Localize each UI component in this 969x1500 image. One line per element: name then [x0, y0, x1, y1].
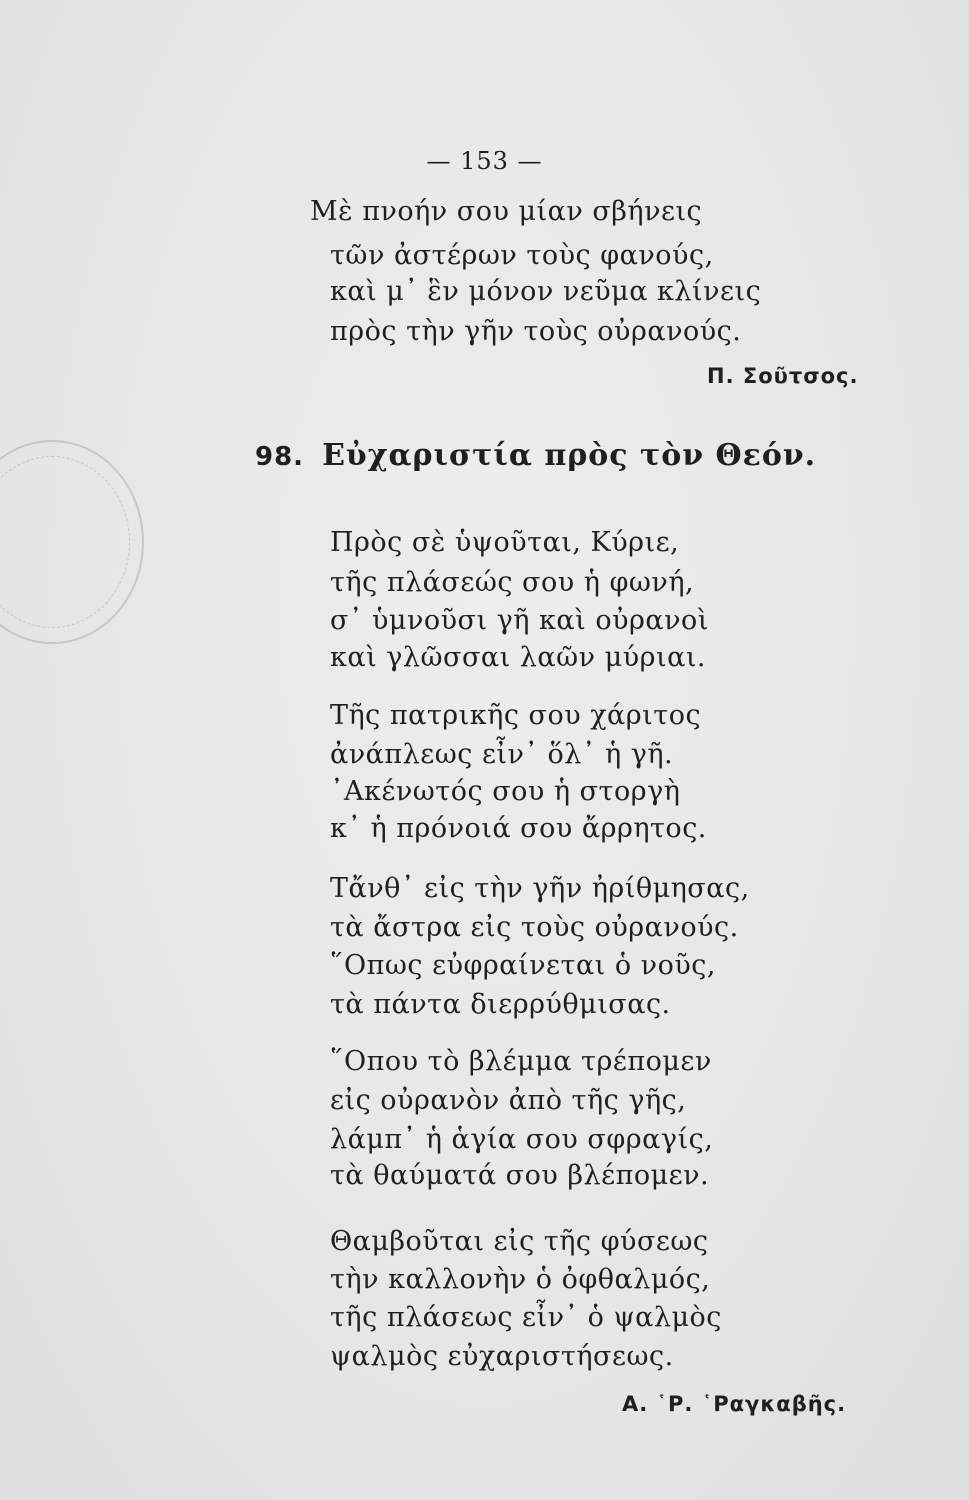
stanza-4-line: λάμπ᾽ ἡ ἁγία σου σφραγίς,: [330, 1124, 714, 1155]
stanza-1-line: τῆς πλάσεώς σου ἡ φωνή,: [330, 567, 695, 598]
first-poem-line: καὶ μ᾽ ἓν μόνον νεῦμα κλίνεις: [330, 276, 762, 307]
stanza-5-line: Θαμβοῦται εἰς τῆς φύσεως: [330, 1226, 709, 1257]
stanza-1-line: καὶ γλῶσσαι λαῶν μύριαι.: [330, 642, 706, 673]
poem-title-text: Εὐχαριστία πρὸς τὸν Θεόν.: [322, 438, 817, 473]
stanza-4-line: εἰς οὐρανὸν ἀπὸ τῆς γῆς,: [330, 1085, 687, 1116]
stanza-2-line: ᾽Ακένωτός σου ἡ στοργὴ: [330, 776, 681, 807]
stanza-2-line: κ᾽ ἡ πρόνοιά σου ἄρρητος.: [330, 813, 707, 844]
stanza-3-line: Τἄνθ᾽ εἰς τὴν γῆν ἠρίθμησας,: [330, 873, 750, 904]
first-poem-line: Μὲ πνοήν σου μίαν σβήνεις: [310, 196, 703, 227]
second-poem-author: Α. ῾Ρ. ῾Ραγκαβῆς.: [622, 1392, 847, 1416]
stanza-3-line: τὰ πάντα διερρύθμισας.: [330, 989, 671, 1020]
stanza-4-line: τὰ θαύματά σου βλέπομεν.: [330, 1160, 710, 1191]
poem-title: [255, 438, 816, 473]
stanza-1-line: σ᾽ ὑμνοῦσι γῆ καὶ οὐρανοὶ: [330, 605, 709, 636]
first-poem-line: τῶν ἀστέρων τοὺς φανούς,: [330, 240, 714, 271]
first-poem-author: Π. Σοῦτσος.: [707, 364, 859, 388]
first-poem-line: πρὸς τὴν γῆν τοὺς οὐρανούς.: [330, 316, 742, 347]
stanza-3-line: τὰ ἄστρα εἰς τοὺς οὐρανούς.: [330, 912, 739, 943]
stanza-5-line: τῆς πλάσεως εἶν᾽ ὁ ψαλμὸς: [330, 1302, 722, 1333]
stanza-5-line: ψαλμὸς εὐχαριστήσεως.: [330, 1341, 674, 1372]
stanza-2-line: Τῆς πατρικῆς σου χάριτος: [330, 700, 702, 731]
stanza-3-line: ῞Οπως εὐφραίνεται ὁ νοῦς,: [330, 950, 716, 981]
stanza-2-line: ἀνάπλεως εἶν᾽ ὅλ᾽ ἡ γῆ.: [330, 739, 674, 770]
poem-number: 98.: [255, 442, 305, 472]
stanza-4-line: ῞Οπου τὸ βλέμμα τρέπομεν: [330, 1046, 712, 1077]
page-number: — 153 —: [426, 147, 543, 175]
library-stamp: [0, 440, 144, 644]
stanza-5-line: τὴν καλλονὴν ὁ ὀφθαλμός,: [330, 1264, 711, 1295]
stanza-1-line: Πρὸς σὲ ὑψοῦται, Κύριε,: [330, 527, 680, 558]
